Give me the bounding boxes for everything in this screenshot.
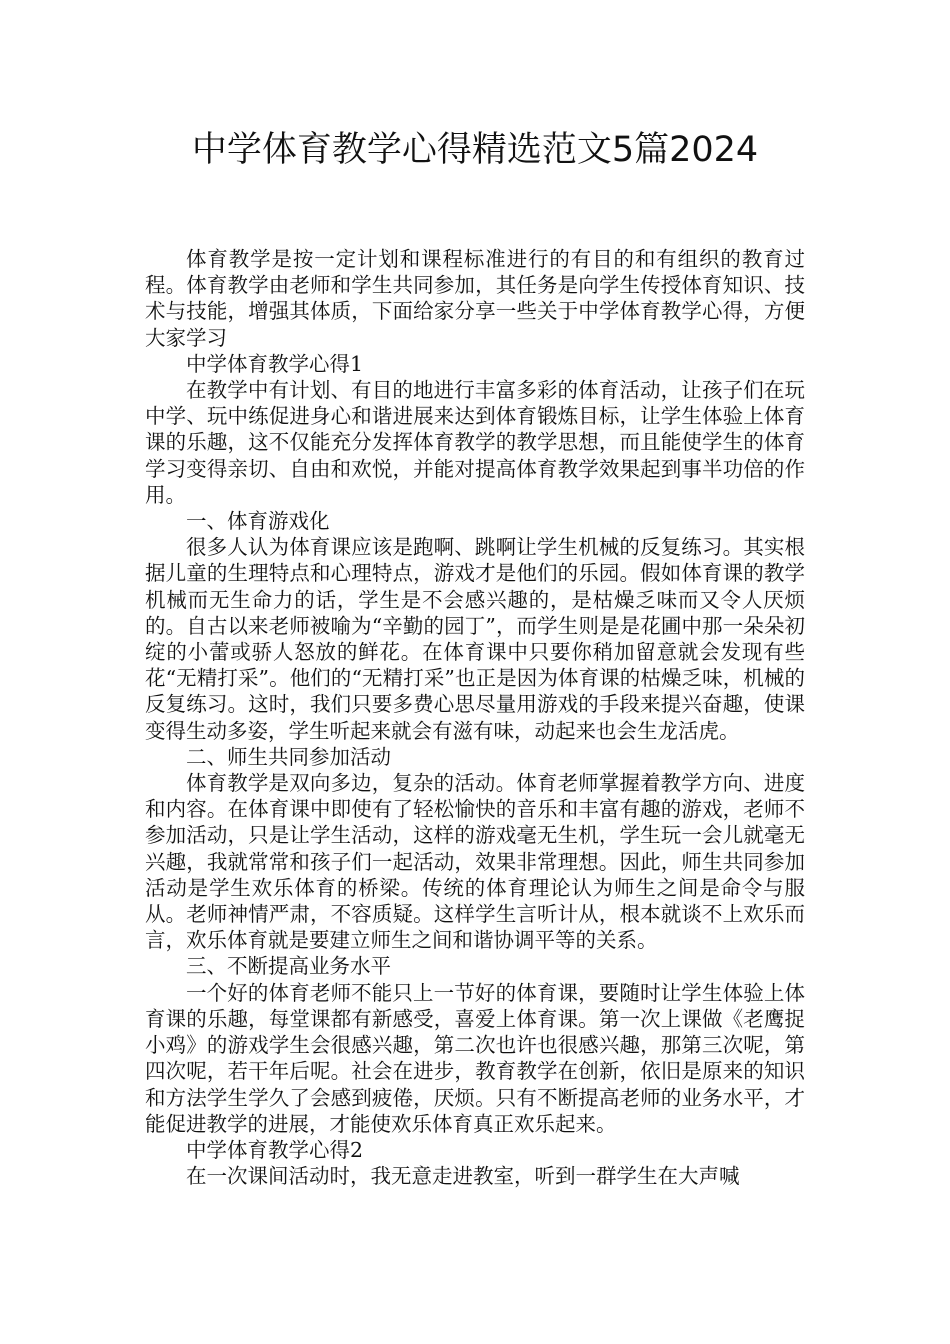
document-title: 中学体育教学心得精选范文5篇2024 [191, 130, 759, 170]
section-heading: 三、不断提高业务水平 [186, 954, 391, 979]
document-body [145, 246, 805, 1189]
section-heading: 中学体育教学心得1 [186, 351, 364, 376]
paragraph: 在教学中有计划、有目的地进行丰富多彩的体育活动，让孩子们在玩中学、玩中练促进身心和谐进展来达到体育锻炼目标，让学生体验上体育课的乐趣，这不仅能充分发挥体育教学的教学思想，而且能使学生的体育学习变得亲切、自由和欢悦，并能对提高体育教学效果起到事半功倍的作用。 [145, 378, 805, 507]
paragraph: 在一次课间活动时，我无意走进教室，听到一群学生在大声喊 [186, 1164, 740, 1189]
section-heading: 二、师生共同参加活动 [186, 744, 391, 769]
paragraph: 体育教学是双向多边，复杂的活动。体育老师掌握着教学方向、进度和内容。在体育课中即使有了轻松愉快的音乐和丰富有趣的游戏，老师不参加活动，只是让学生活动，这样的游戏毫无生机，学生玩一会儿就毫无兴趣，我就常常和孩子们一起活动，效果非常理想。因此，师生共同参加活动是学生欢乐体育的桥梁。传统的体育理论认为师生之间是命令与服从。老师神情严肃，不容质疑。这样学生言听计从，根本就谈不上欢乐而言，欢乐体育就是要建立师生之间和谐协调平等的关系。 [145, 771, 805, 953]
paragraph: 很多人认为体育课应该是跑啊、跳啊让学生机械的反复练习。其实根据儿童的生理特点和心理特点，游戏才是他们的乐园。假如体育课的教学机械而无生命力的话，学生是不会感兴趣的，是枯燥乏味而又令人厌烦的。自古以来老师被喻为“辛勤的园丁”，而学生则是是花圃中那一朵朵初绽的小蕾或骄人怒放的鲜花。在体育课中只要你稍加留意就会发现有些花“无精打采”。他们的“无精打采”也正是因为体育课的枯燥乏味，机械的反复练习。这时，我们只要多费心思尽量用游戏的手段来提兴奋趣，使课变得生动多姿，学生听起来就会有滋有味，动起来也会生龙活虎。 [145, 535, 805, 743]
intro-paragraph: 体育教学是按一定计划和课程标准进行的有目的和有组织的教育过程。体育教学由老师和学生共同参加，其任务是向学生传授体育知识、技术与技能，增强其体质，下面给家分享一些关于中学体育教学心得，方便大家学习 [145, 247, 805, 350]
section-heading: 中学体育教学心得2 [186, 1137, 364, 1162]
paragraph: 一个好的体育老师不能只上一节好的体育课，要随时让学生体验上体育课的乐趣，每堂课都有新感受，喜爱上体育课。第一次上课做《老鹰捉小鸡》的游戏学生会很感兴趣，第二次也许也很感兴趣，那第三次呢，第四次呢，若干年后呢。社会在进步，教育教学在创新，依旧是原来的知识和方法学生学久了会感到疲倦，厌烦。只有不断提高老师的业务水平，才能促进教学的进展，才能使欢乐体育真正欢乐起来。 [145, 980, 805, 1136]
section-heading: 一、体育游戏化 [186, 509, 330, 534]
